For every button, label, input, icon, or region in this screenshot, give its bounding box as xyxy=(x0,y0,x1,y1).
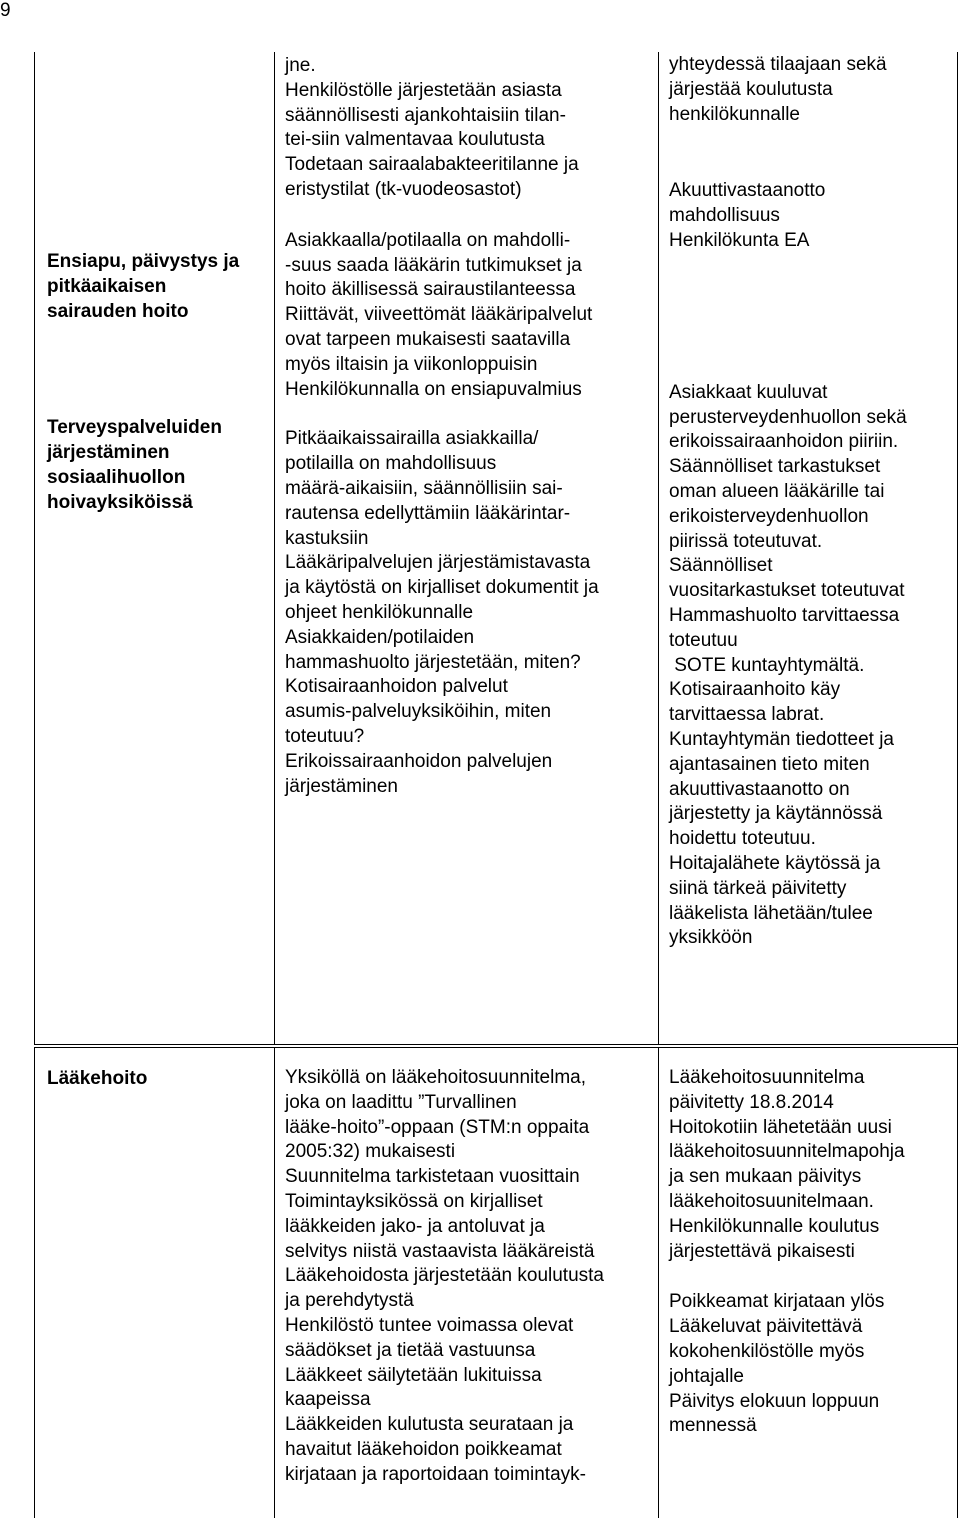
criteria-cell xyxy=(275,1048,659,1518)
text-line: sosiaalihuollon xyxy=(47,467,186,488)
text-line: Poikkeamat kirjataan ylös xyxy=(669,1291,885,1313)
text-line: johtajalle xyxy=(669,1365,744,1387)
text-line: säännöllisesti ajankohtaisiin tilan- xyxy=(285,104,566,126)
text-line: siinä tärkeä päivitetty xyxy=(669,877,847,899)
text-line: Kotisairaanhoidon palvelut xyxy=(285,676,508,698)
text-line: yhteydessä tilaajaan sekä xyxy=(669,54,887,75)
text-line: järjestetty ja käytännössä xyxy=(669,803,883,825)
text-line: Kuntayhtymän tiedotteet ja xyxy=(669,728,894,750)
text-line: vuositarkastukset toteutuvat xyxy=(669,580,905,602)
text-block xyxy=(669,1066,951,1264)
text-line: mahdollisuus xyxy=(669,205,780,227)
text-line: Henkilökunnalle koulutus xyxy=(669,1215,880,1237)
text-line: Henkilökunnalla on ensiapuvalmius xyxy=(285,378,582,400)
text-line: Säännölliset tarkastukset xyxy=(669,456,881,478)
text-line: erikoisterveydenhuollon xyxy=(669,505,869,527)
text-line: toteutuu xyxy=(669,629,738,651)
text-line: ajantasainen tieto miten xyxy=(669,753,870,775)
text-line: hammashuolto järjestetään, miten? xyxy=(285,651,581,673)
text-block xyxy=(285,229,650,403)
text-block xyxy=(669,53,951,127)
text-line: säädökset ja tietää vastuunsa xyxy=(285,1339,536,1361)
text-line: rautensa edellyttämiin lääkärintar- xyxy=(285,502,571,524)
topic-cell xyxy=(35,52,275,1044)
text-line: Pitkäaikaissairailla asiakkailla/ xyxy=(285,428,539,450)
text-line: selvitys niistä vastaavista lääkäreistä xyxy=(285,1240,595,1262)
page-number: 9 xyxy=(0,0,11,21)
text-line: Henkilöstölle järjestetään asiasta xyxy=(285,79,562,101)
text-line: Toimintayksikössä on kirjalliset xyxy=(285,1190,543,1212)
text-line: kaapeissa xyxy=(285,1389,371,1411)
text-line: havaitut lääkehoidon poikkeamat xyxy=(285,1438,562,1460)
text-line: toteutuu? xyxy=(285,725,365,747)
text-line: Riittävät, viiveettömät lääkäripalvelut xyxy=(285,304,593,326)
text-line: Henkilökunta EA xyxy=(669,229,810,251)
text-line: ja perehdytystä xyxy=(285,1290,414,1312)
text-line: Lääkkeiden kulutusta seurataan ja xyxy=(285,1414,574,1436)
text-line: Hoitokotiin lähetetään uusi xyxy=(669,1116,892,1138)
topic-cell xyxy=(35,1048,275,1518)
topic-heading xyxy=(47,415,264,515)
text-line: tei-siin valmentavaa koulutusta xyxy=(285,129,545,151)
text-line: Todetaan sairaalabakteeritilanne ja xyxy=(285,154,579,176)
text-block xyxy=(669,1290,951,1439)
text-line: Erikoissairaanhoidon palvelujen xyxy=(285,750,553,772)
text-line: asumis-palveluyksiköihin, miten xyxy=(285,701,552,723)
text-line: yksikköön xyxy=(669,927,753,949)
text-line: päivitetty 18.8.2014 xyxy=(669,1091,834,1113)
text-line: oman alueen lääkärille tai xyxy=(669,480,885,502)
text-line: Lääkäripalvelujen järjestämistavasta xyxy=(285,552,591,574)
text-line: järjestää koulutusta xyxy=(669,78,833,100)
text-line: piirissä toteutuvat. xyxy=(669,530,823,552)
text-line: joka on laadittu ”Turvallinen xyxy=(285,1091,517,1113)
text-line: mennessä xyxy=(669,1415,757,1437)
criteria-cell xyxy=(275,52,659,1044)
text-line: Akuuttivastaanotto xyxy=(669,180,826,202)
text-line: järjestäminen xyxy=(47,442,170,463)
text-line: 2005:32) mukaisesti xyxy=(285,1141,456,1163)
text-line: Terveyspalveluiden xyxy=(47,417,222,438)
status-cell xyxy=(659,1048,959,1518)
text-line: Suunnitelma tarkistetaan vuosittain xyxy=(285,1166,580,1188)
text-line: pitkäaikaisen xyxy=(47,276,167,297)
text-line: perusterveydenhuollon sekä xyxy=(669,406,907,428)
document-table xyxy=(34,52,958,1518)
text-line: lääkelista lähetään/tulee xyxy=(669,902,873,924)
text-line: myös iltaisin ja viikonloppuisin xyxy=(285,353,538,375)
topic-heading xyxy=(47,249,264,324)
text-line: määrä-aikaisiin, säännöllisiin sai- xyxy=(285,477,563,499)
text-line: lääkkeiden jako- ja antoluvat ja xyxy=(285,1215,545,1237)
text-line: kirjataan ja raportoidaan toimintayk- xyxy=(285,1463,586,1485)
text-line: Lääkkeet säilytetään lukituissa xyxy=(285,1364,542,1386)
text-line: jne. xyxy=(285,55,316,76)
text-line: lääke-hoito”-oppaan (STM:n oppaita xyxy=(285,1116,590,1138)
text-line: hoidettu toteutuu. xyxy=(669,828,816,850)
text-block xyxy=(285,1066,650,1488)
text-line: Kotisairaanhoito käy xyxy=(669,679,841,701)
text-line: -suus saada lääkärin tutkimukset ja xyxy=(285,254,582,276)
text-line: Päivitys elokuun loppuun xyxy=(669,1390,880,1412)
text-line: järjestettävä pikaisesti xyxy=(669,1240,855,1262)
table-row xyxy=(34,52,958,1045)
text-line: Ensiapu, päivystys ja xyxy=(47,251,240,272)
text-line: Hoitajalähete käytössä ja xyxy=(669,852,881,874)
text-line: järjestäminen xyxy=(285,775,398,797)
text-block xyxy=(285,54,650,203)
text-line: kokohenkilöstölle myös xyxy=(669,1340,865,1362)
text-line: akuuttivastaanotto on xyxy=(669,778,850,800)
text-block xyxy=(669,179,951,253)
text-line: Lääkehoidosta järjestetään koulutusta xyxy=(285,1265,605,1287)
text-block xyxy=(285,427,650,799)
text-line: sairauden hoito xyxy=(47,301,189,322)
text-line: erikoissairaanhoidon piiriin. xyxy=(669,431,899,453)
text-line: kastuksiin xyxy=(285,527,369,549)
text-line: eristystilat (tk-vuodeosastot) xyxy=(285,178,522,200)
text-line: ja sen mukaan päivitys xyxy=(669,1166,862,1188)
text-line: henkilökunnalle xyxy=(669,103,800,125)
text-line: SOTE kuntayhtymältä. xyxy=(669,654,865,676)
text-line: lääkehoitosuunitelmaan. xyxy=(669,1190,874,1212)
text-line: lääkehoitosuunnitelmapohja xyxy=(669,1141,905,1163)
text-line: ovat tarpeen mukaisesti saatavilla xyxy=(285,328,571,350)
text-line: Säännölliset xyxy=(669,555,773,577)
text-line: hoivayksiköissä xyxy=(47,492,193,513)
topic-heading: Lääkehoito xyxy=(47,1068,148,1089)
text-line: ja käytöstä on kirjalliset dokumentit ja xyxy=(285,577,599,599)
text-line: Asiakkaiden/potilaiden xyxy=(285,626,475,648)
table-row xyxy=(34,1047,958,1518)
text-line: Asiakkaat kuuluvat xyxy=(669,381,828,403)
text-line: Lääkeluvat päivitettävä xyxy=(669,1316,863,1338)
text-line: tarvittaessa labrat. xyxy=(669,704,825,726)
text-block xyxy=(669,381,951,951)
text-line: hoito äkillisessä sairaustilanteessa xyxy=(285,279,576,301)
text-line: ohjeet henkilökunnalle xyxy=(285,601,474,623)
text-line: Henkilöstö tuntee voimassa olevat xyxy=(285,1314,574,1336)
text-line: Hammashuolto tarvittaessa xyxy=(669,604,900,626)
text-line: Asiakkaalla/potilaalla on mahdolli- xyxy=(285,229,571,251)
text-line: Yksiköllä on lääkehoitosuunnitelma, xyxy=(285,1067,587,1088)
status-cell xyxy=(659,52,959,1044)
text-line: potilailla on mahdollisuus xyxy=(285,453,497,475)
text-line: Lääkehoitosuunnitelma xyxy=(669,1067,865,1088)
